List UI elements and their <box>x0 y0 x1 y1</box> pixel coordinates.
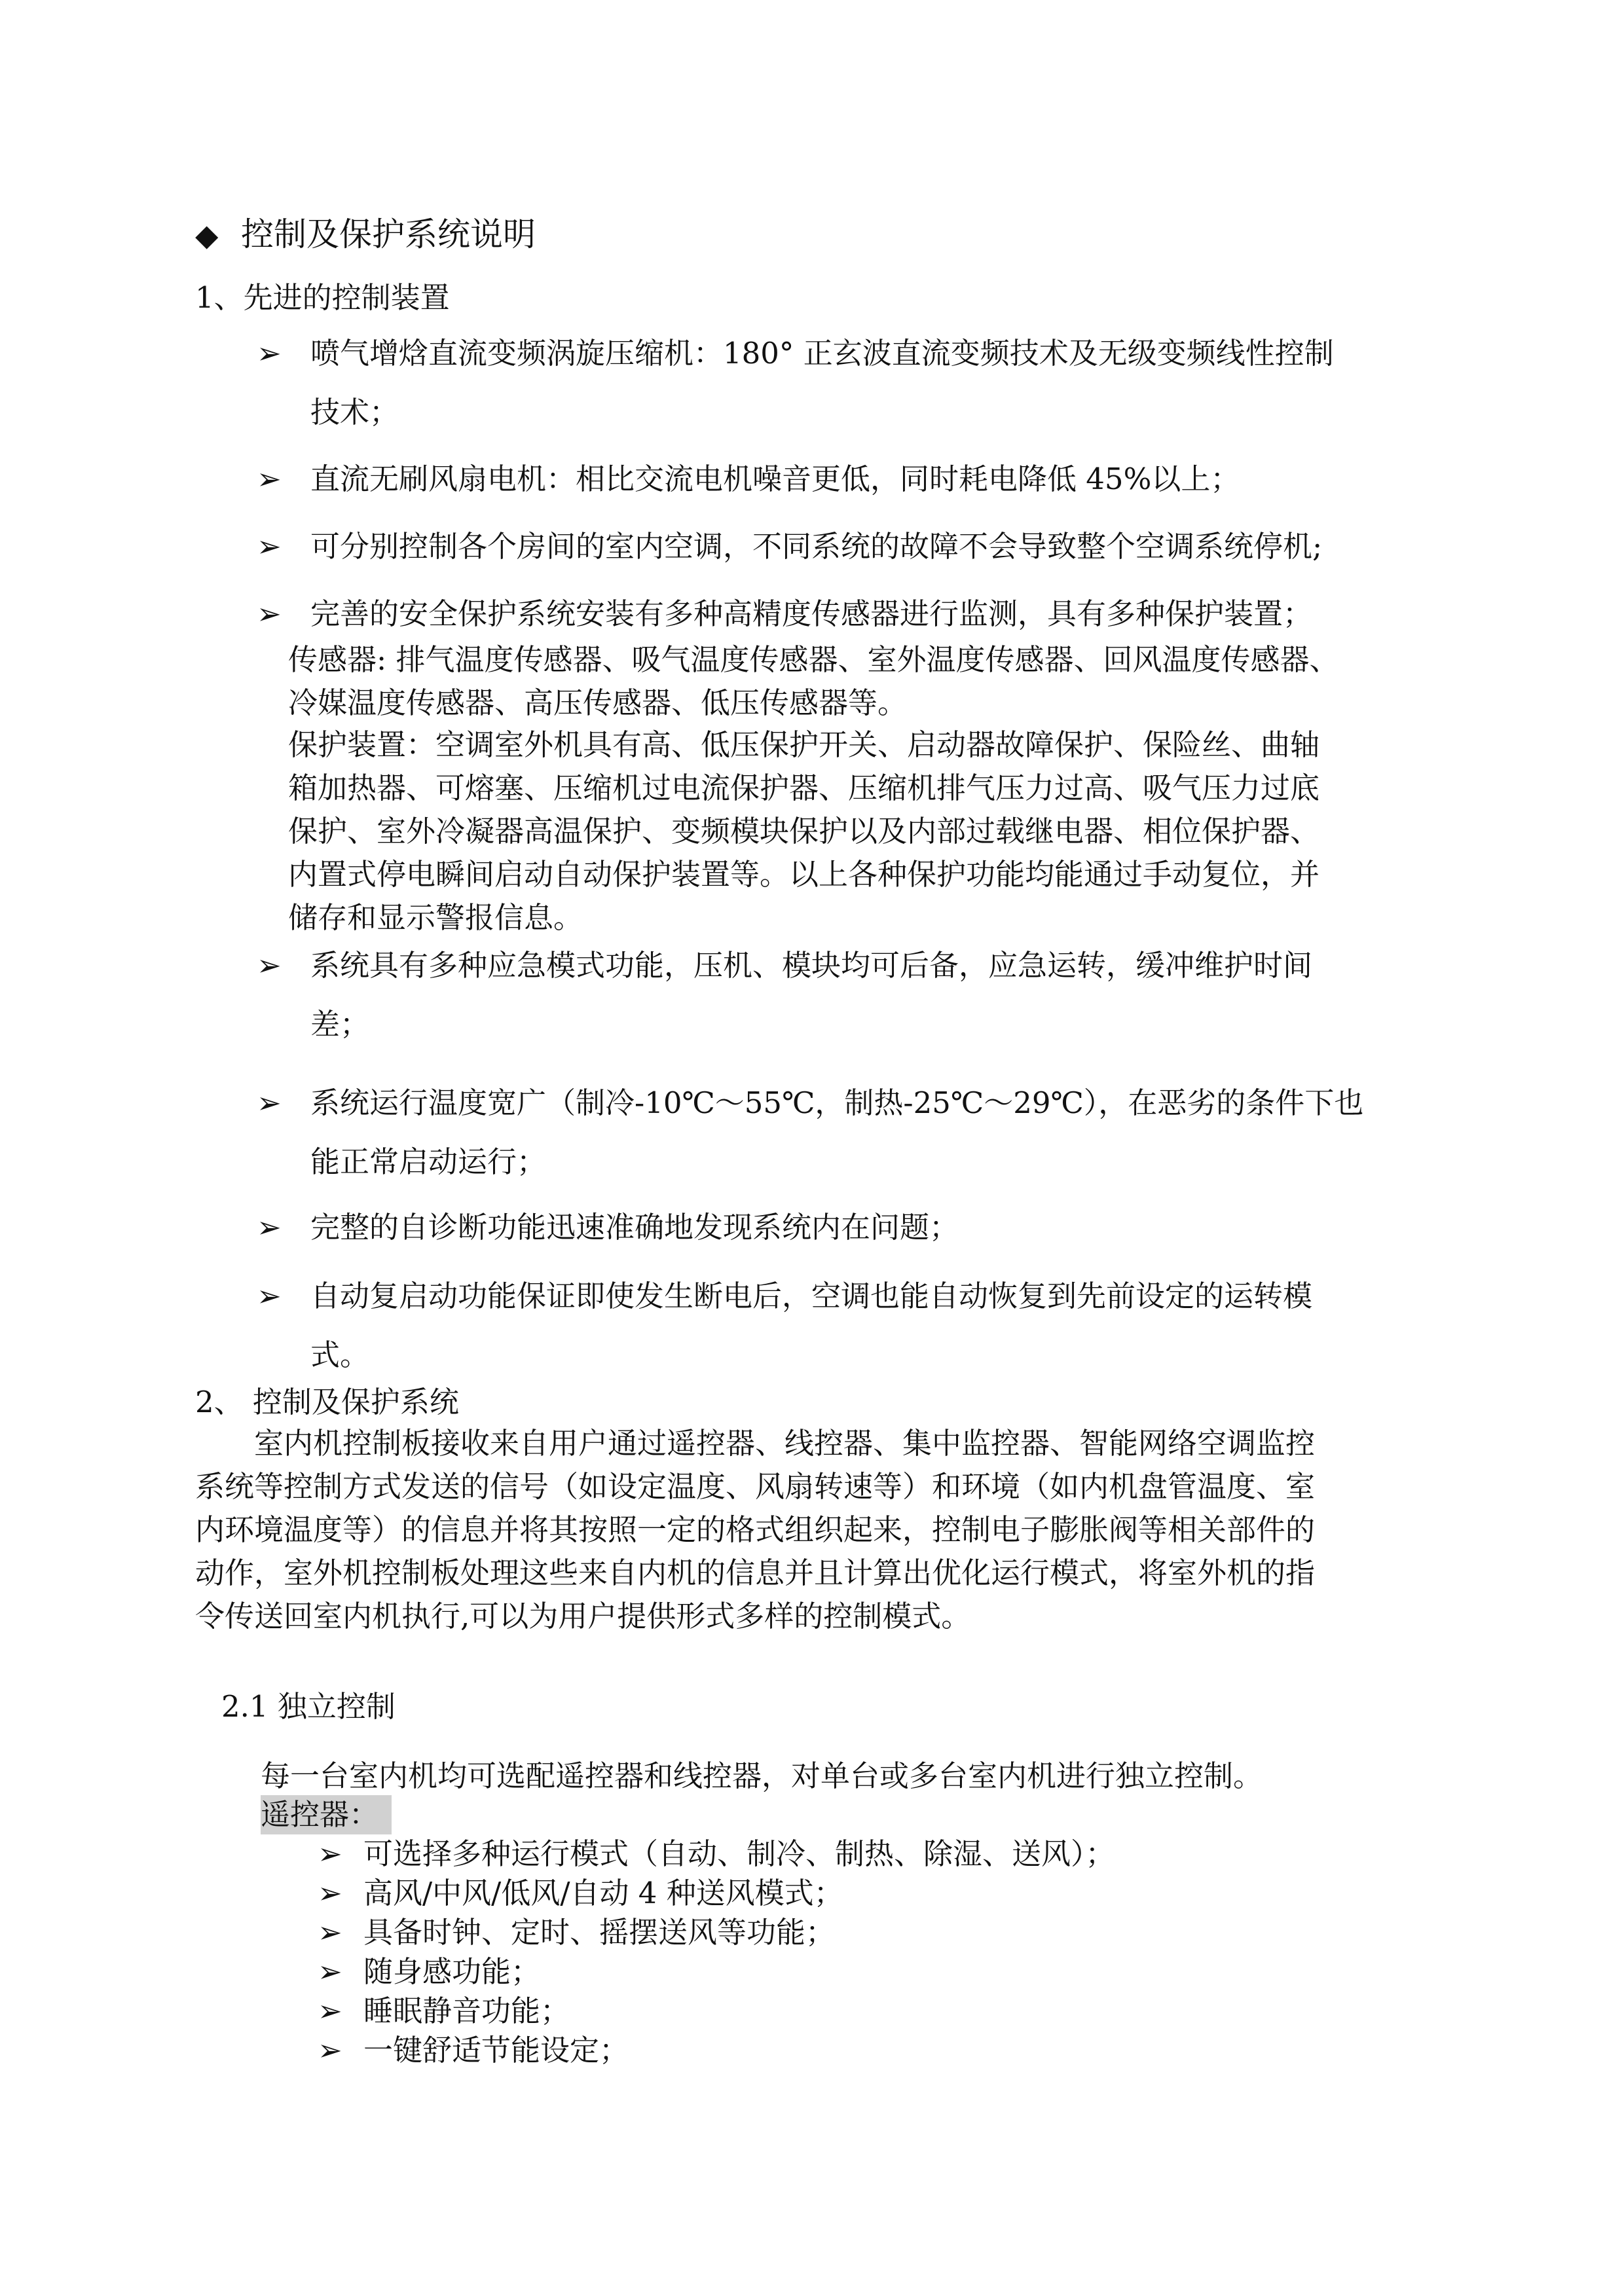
sensors-line: 传感器: 排气温度传感器、吸气温度传感器、室外温度传感器、回风温度传感器、 <box>288 642 1339 677</box>
list-item-text: 一键舒适节能设定； <box>363 2033 629 2068</box>
arrow-bullet-icon: ➢ <box>257 1279 282 1313</box>
section1-heading: 1、先进的控制装置 <box>195 280 450 315</box>
diamond-bullet-icon: ◆ <box>195 217 219 253</box>
paragraph-line: 系统等控制方式发送的信号（如设定温度、风扇转速等）和环境（如内机盘管温度、室 <box>195 1469 1316 1504</box>
list-item <box>257 1074 1363 1192</box>
list-item-text-cont: 差； <box>310 1007 370 1042</box>
list-item-text: 可选择多种运行模式（自动、制冷、制热、除湿、送风）； <box>363 1836 1115 1871</box>
list-item-text: 具备时钟、定时、摇摆送风等功能； <box>363 1915 836 1950</box>
list-item <box>318 1913 835 1952</box>
remote-control-label: 遥控器： <box>261 1795 392 1834</box>
list-item-text: 睡眠静音功能； <box>363 1994 570 2028</box>
arrow-bullet-icon: ➢ <box>318 1994 342 2028</box>
arrow-bullet-icon: ➢ <box>257 1210 282 1245</box>
list-item-text: 可分别控制各个房间的室内空调，不同系统的故障不会导致整个空调系统停机; <box>310 529 1323 564</box>
arrow-bullet-icon: ➢ <box>257 462 282 496</box>
protection-line: 箱加热器、可熔塞、压缩机过电流保护器、压缩机排气压力过高、吸气压力过底 <box>288 771 1320 805</box>
arrow-bullet-icon: ➢ <box>257 948 282 983</box>
sensors-paragraph <box>288 638 1441 725</box>
protection-line: 保护装置：空调室外机具有高、低压保护开关、启动器故障保护、保险丝、曲轴 <box>288 727 1320 762</box>
list-item-text-cont: 技术； <box>310 395 399 429</box>
section2-heading: 2、 控制及保护系统 <box>195 1385 459 1419</box>
list-item <box>318 1834 1115 1874</box>
protection-line: 储存和显示警报信息。 <box>288 900 583 935</box>
list-item-text-cont: 式。 <box>310 1338 370 1372</box>
list-item <box>257 1267 1312 1385</box>
list-item <box>257 517 1322 576</box>
list-item-text: 自动复启动功能保证即使发生断电后，空调也能自动恢复到先前设定的运转模 <box>310 1279 1313 1313</box>
list-item <box>257 1198 959 1257</box>
arrow-bullet-icon: ➢ <box>257 596 282 631</box>
list-item <box>257 936 1312 1054</box>
subsection-paragraph: 每一台室内机均可选配遥控器和线控器，对单台或多台室内机进行独立控制。 <box>261 1758 1263 1793</box>
list-item-text: 直流无刷风扇电机：相比交流电机噪音更低，同时耗电降低 45%以上； <box>310 462 1240 496</box>
protection-paragraph <box>288 723 1441 939</box>
arrow-bullet-icon: ➢ <box>257 1085 282 1120</box>
arrow-bullet-icon: ➢ <box>257 336 282 371</box>
page-title-text: 控制及保护系统说明 <box>241 215 536 253</box>
arrow-bullet-icon: ➢ <box>318 1876 342 1910</box>
list-item <box>318 1992 570 2031</box>
list-item-text: 随身感功能； <box>363 1954 541 1989</box>
protection-line: 内置式停电瞬间启动自动保护装置等。以上各种保护功能均能通过手动复位，并 <box>288 857 1320 892</box>
paragraph-line: 室内机控制板接收来自用户通过遥控器、线控器、集中监控器、智能网络空调监控 <box>195 1426 1316 1461</box>
arrow-bullet-icon: ➢ <box>318 1915 342 1950</box>
list-item-text-cont: 能正常启动运行； <box>310 1144 547 1179</box>
list-item <box>318 1952 540 1992</box>
list-item <box>257 585 1312 644</box>
page-title <box>195 208 536 261</box>
paragraph-line: 内环境温度等）的信息并将其按照一定的格式组织起来，控制电子膨胀阀等相关部件的 <box>195 1512 1316 1547</box>
protection-line: 保护、室外冷凝器高温保护、变频模块保护以及内部过载继电器、相位保护器、 <box>288 814 1320 848</box>
list-item-text: 系统具有多种应急模式功能，压机、模块均可后备，应急运转，缓冲维护时间 <box>310 948 1313 983</box>
arrow-bullet-icon: ➢ <box>257 529 282 564</box>
list-item <box>318 1874 843 1913</box>
list-item <box>257 324 1334 442</box>
list-item-text: 系统运行温度宽广（制冷-10℃～55℃，制热-25℃～29℃），在恶劣的条件下也 <box>310 1085 1364 1120</box>
list-item-text: 喷气增焓直流变频涡旋压缩机：180° 正玄波直流变频技术及无级变频线性控制 <box>310 336 1334 371</box>
subsection-heading: 2.1 独立控制 <box>221 1689 396 1724</box>
arrow-bullet-icon: ➢ <box>318 2033 342 2068</box>
list-item <box>318 2031 629 2070</box>
paragraph-line: 令传送回室内机执行,可以为用户提供形式多样的控制模式。 <box>195 1599 971 1633</box>
paragraph-line: 动作，室外机控制板处理这些来自内机的信息并且计算出优化运行模式，将室外机的指 <box>195 1556 1316 1590</box>
list-item-text: 完整的自诊断功能迅速准确地发现系统内在问题； <box>310 1210 959 1245</box>
list-item-text: 完善的安全保护系统安装有多种高精度传感器进行监测，具有多种保护装置； <box>310 596 1313 631</box>
arrow-bullet-icon: ➢ <box>318 1954 342 1989</box>
arrow-bullet-icon: ➢ <box>318 1836 342 1871</box>
section2-paragraph <box>195 1422 1439 1638</box>
list-item <box>257 450 1240 509</box>
list-item-text: 高风/中风/低风/自动 4 种送风模式； <box>363 1876 843 1910</box>
sensors-line: 冷媒温度传感器、高压传感器、低压传感器等。 <box>288 685 908 720</box>
